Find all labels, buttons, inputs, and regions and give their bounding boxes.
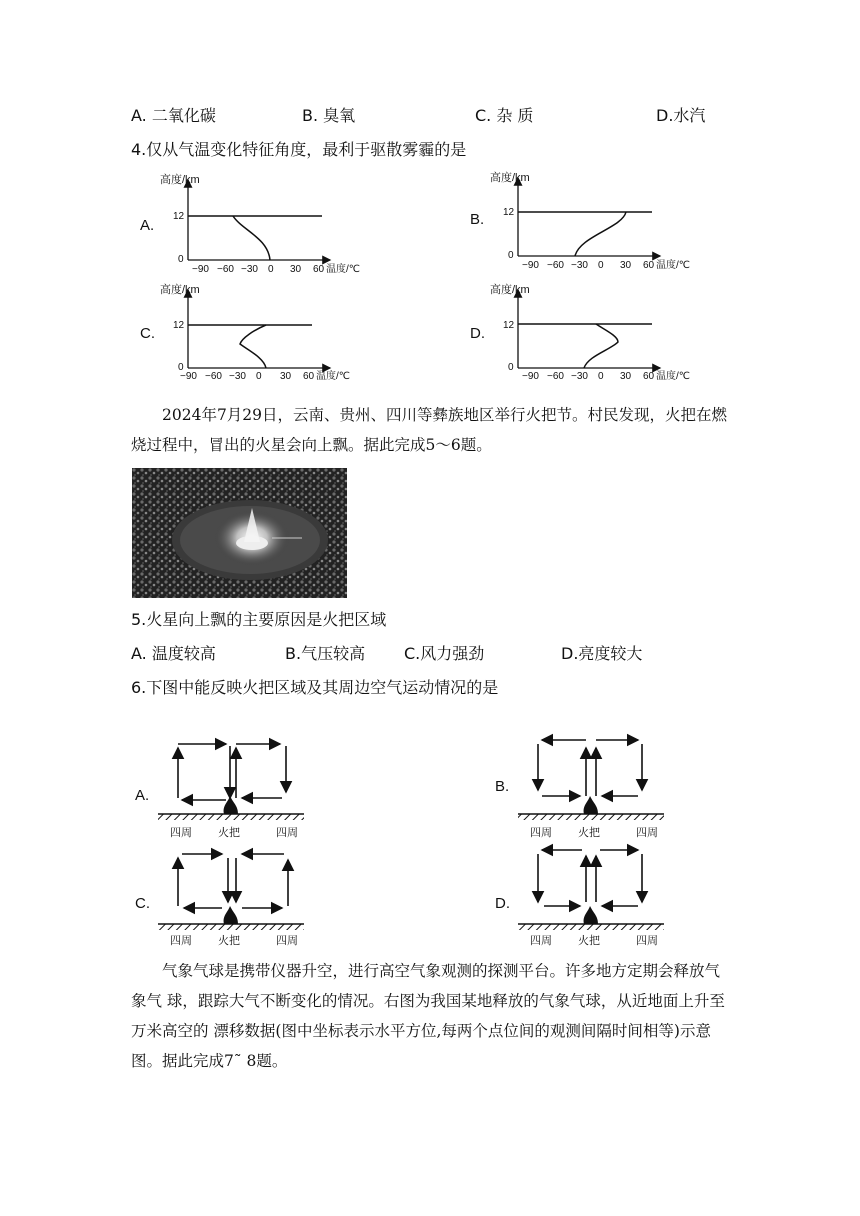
svg-text:0: 0	[598, 371, 604, 382]
q6-panel-a	[135, 744, 304, 839]
svg-text:−60: −60	[547, 371, 564, 382]
svg-text:D.: D.	[495, 895, 510, 912]
q5-stem: 5.火星向上飘的主要原因是火把区域	[131, 610, 387, 629]
svg-text:火把: 火把	[578, 827, 600, 839]
q4-ylabel: 高度/km	[160, 174, 200, 186]
svg-text:60: 60	[313, 264, 325, 275]
svg-text:C.: C.	[135, 895, 150, 912]
svg-text:0: 0	[256, 371, 262, 382]
svg-text:−90: −90	[180, 371, 197, 382]
q3-option-d: D.水汽	[656, 106, 706, 125]
q6-panel-d	[495, 850, 664, 947]
svg-text:30: 30	[620, 371, 632, 382]
svg-text:B.: B.	[495, 778, 510, 795]
q4-panel-b	[470, 170, 690, 271]
svg-text:−90: −90	[192, 264, 209, 275]
svg-text:四周: 四周	[170, 935, 192, 947]
q6-air-circulation-figure	[130, 728, 670, 952]
svg-text:四周: 四周	[276, 935, 298, 947]
svg-text:四周: 四周	[276, 827, 298, 839]
svg-text:火把: 火把	[578, 935, 600, 947]
svg-text:0: 0	[508, 250, 514, 261]
q5-option-b: B.气压较高	[285, 644, 366, 663]
svg-text:12: 12	[503, 207, 515, 218]
svg-text:12: 12	[503, 320, 515, 331]
svg-text:0: 0	[178, 362, 184, 373]
svg-text:−90: −90	[522, 371, 539, 382]
svg-text:四周: 四周	[530, 935, 552, 947]
svg-text:−30: −30	[241, 264, 258, 275]
q4-panel-c-label: C.	[140, 325, 155, 342]
svg-text:四周: 四周	[636, 827, 658, 839]
q6-panel-c	[135, 854, 304, 947]
q5-option-d: D.亮度较大	[561, 644, 643, 663]
q4-panel-a	[140, 172, 360, 275]
passage-weather-balloon	[131, 956, 731, 1076]
svg-text:12: 12	[173, 211, 185, 222]
torch-festival-photo	[132, 468, 347, 598]
q3-option-a: A. 二氧化碳	[131, 106, 216, 125]
svg-text:A.: A.	[135, 787, 150, 804]
passage-torch-festival-text: 2024年7月29日，云南、贵州、四川等彝族地区举行火把节。村民发现，火把在燃烧过程中，冒出的火星会向上飘。据此完成5～6题。	[131, 406, 728, 454]
svg-text:30: 30	[620, 260, 632, 271]
svg-text:−60: −60	[547, 260, 564, 271]
q6-panel-b	[495, 740, 664, 839]
q4-panel-c	[140, 282, 350, 382]
svg-text:高度/km: 高度/km	[490, 284, 530, 296]
passage-torch-festival	[131, 400, 731, 460]
passage-weather-balloon-text: 气象气球是携带仪器升空，进行高空气象观测的探测平台。许多地方定期会释放气象气 球，跟踪大气不断变化的情况。右图为我国某地释放的气象气球，从近地面上升至万米高空的 漂移数据(图中坐标表示水平方位,每两个点位间的观测间隔时间相等)示意图。据此完成7˜ 8题。	[131, 962, 725, 1070]
svg-text:12: 12	[173, 320, 185, 331]
q4-stem: 4.仅从气温变化特征角度，最利于驱散雾霾的是	[131, 140, 467, 159]
q3-option-b: B. 臭氧	[302, 106, 356, 125]
svg-text:温度/℃: 温度/℃	[316, 371, 351, 382]
svg-text:0: 0	[268, 264, 274, 275]
svg-text:四周: 四周	[530, 827, 552, 839]
svg-text:−30: −30	[571, 371, 588, 382]
svg-text:−90: −90	[522, 260, 539, 271]
svg-text:60: 60	[643, 260, 655, 271]
svg-text:四周: 四周	[636, 935, 658, 947]
svg-text:四周: 四周	[170, 827, 192, 839]
q5-option-a: A. 温度较高	[131, 644, 216, 663]
q4-panel-b-label: B.	[470, 211, 485, 228]
svg-text:高度/km: 高度/km	[160, 284, 200, 296]
svg-text:−60: −60	[205, 371, 222, 382]
svg-text:−30: −30	[571, 260, 588, 271]
q6-stem: 6.下图中能反映火把区域及其周边空气运动情况的是	[131, 678, 499, 697]
svg-text:−60: −60	[217, 264, 234, 275]
q4-panel-a-label: A.	[140, 217, 155, 234]
svg-text:30: 30	[280, 371, 292, 382]
svg-text:高度/km: 高度/km	[490, 172, 530, 184]
svg-text:温度/℃: 温度/℃	[656, 260, 691, 271]
svg-text:0: 0	[178, 254, 184, 265]
svg-text:温度/℃: 温度/℃	[326, 264, 361, 275]
svg-text:0: 0	[508, 362, 514, 373]
q5-option-c: C.风力强劲	[404, 644, 485, 663]
svg-text:火把: 火把	[218, 935, 240, 947]
svg-text:0: 0	[598, 260, 604, 271]
q3-option-c: C. 杂 质	[475, 106, 534, 125]
q4-panel-d-label: D.	[470, 325, 485, 342]
svg-text:温度/℃: 温度/℃	[656, 371, 691, 382]
svg-text:−30: −30	[229, 371, 246, 382]
q4-panel-d	[470, 282, 690, 382]
svg-text:60: 60	[643, 371, 655, 382]
torch-festival-photo-art	[132, 468, 347, 598]
svg-text:60: 60	[303, 371, 315, 382]
svg-text:30: 30	[290, 264, 302, 275]
q4-temperature-figure	[130, 168, 730, 390]
svg-text:火把: 火把	[218, 827, 240, 839]
